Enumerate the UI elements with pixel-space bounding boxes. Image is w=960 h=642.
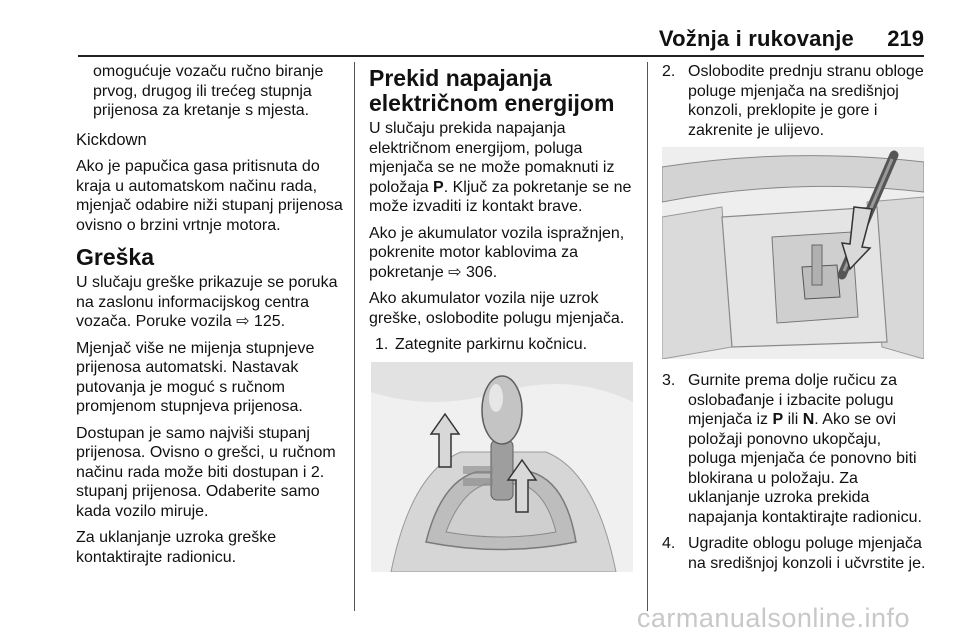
- column-2: [369, 62, 637, 582]
- power-failure-heading: Prekid napajanja električnom energijom: [369, 65, 615, 116]
- power-failure-paragraph-1: U slučaju prekida napajanja električnom energijom, poluga mjenjača se ne može pomaknuti iz položaja P. Ključ za pokretanje se ne može izvaditi iz kontakt brave.: [369, 120, 632, 215]
- watermark: carmanualsonline.info: [636, 603, 910, 633]
- kickdown-paragraph: Ako je papučica gasa pritisnuta do kraja u automatskom načinu rada, mjenjač odabire niži stupanj prijenosa ovisno o brzini vrtnje motora.: [76, 158, 343, 234]
- header-rule: [78, 55, 924, 57]
- column-1: [76, 62, 346, 574]
- step-3-number: 3.: [662, 372, 676, 389]
- step-2-number: 2.: [662, 63, 676, 80]
- step-1-text: Zategnite parkirnu kočnicu.: [395, 336, 588, 353]
- step-4-number: 4.: [662, 535, 676, 552]
- gear-lever-illustration: [371, 362, 633, 572]
- power-failure-paragraph-3: Ako akumulator vozila nije uzrok greške, oslobodite polugu mjenjača.: [369, 290, 625, 327]
- step-4-text: Ugradite oblogu poluge mjenjača na središnjoj konzoli i učvrstite je.: [688, 535, 926, 572]
- error-heading: Greška: [76, 244, 155, 270]
- column-3: [662, 62, 930, 580]
- kickdown-heading: Kickdown: [76, 130, 147, 149]
- column-divider-right: [647, 62, 648, 611]
- error-paragraph-1: U slučaju greške prikazuje se poruka na zaslonu informacijskog centra vozača. Poruke vozila ⇨ 125.: [76, 274, 338, 330]
- power-failure-paragraph-2: Ako je akumulator vozila ispražnjen, pokrenite motor kablovima za pokretanje ⇨ 306.: [369, 224, 625, 281]
- step-2-text: Oslobodite prednju stranu obloge poluge mjenjača na središnjoj konzoli, preklopite je gore i zakrenite je ulijevo.: [688, 63, 924, 139]
- error-paragraph-4: Za uklanjanje uzroka greške kontaktirajte radionicu.: [76, 529, 277, 566]
- page-number: 219: [887, 26, 924, 51]
- console-cover-illustration: [662, 147, 924, 359]
- step-4: [662, 534, 930, 573]
- step-3: [662, 371, 930, 527]
- column-divider-left: [354, 62, 355, 611]
- continuation-paragraph: omogućuje vozaču ručno biranje prvog, drugog ili trećeg stupnja prijenosa za kretanje s mjesta.: [93, 63, 324, 119]
- section-title: Vožnja i rukovanje: [658, 26, 854, 51]
- step-3-text: Gurnite prema dolje ručicu za oslobađanje i izbacite polugu mjenjača iz P ili N. Ako se ovi položaji ponovno ukopčaju, poluga mjenjača će ponovno biti blokirana u položaju. Za uklanjanje uzroka prekida napajanja kontaktirajte radionicu.: [688, 372, 922, 526]
- step-2: [662, 62, 930, 140]
- error-paragraph-2: Mjenjač više ne mijenja stupnjeve prijenosa automatski. Nastavak putovanja je moguć s ručnom promjenom stupnjeva prijenosa.: [76, 339, 315, 415]
- error-paragraph-3: Dostupan je samo najviši stupanj prijenosa. Ovisno o grešci, u ručnom načinu rada može biti dostupan i 2. stupanj prijenosa. Odaberite samo kada vozilo miruje.: [76, 424, 336, 520]
- step-1-number: 1.: [375, 336, 389, 353]
- step-1: [369, 335, 637, 355]
